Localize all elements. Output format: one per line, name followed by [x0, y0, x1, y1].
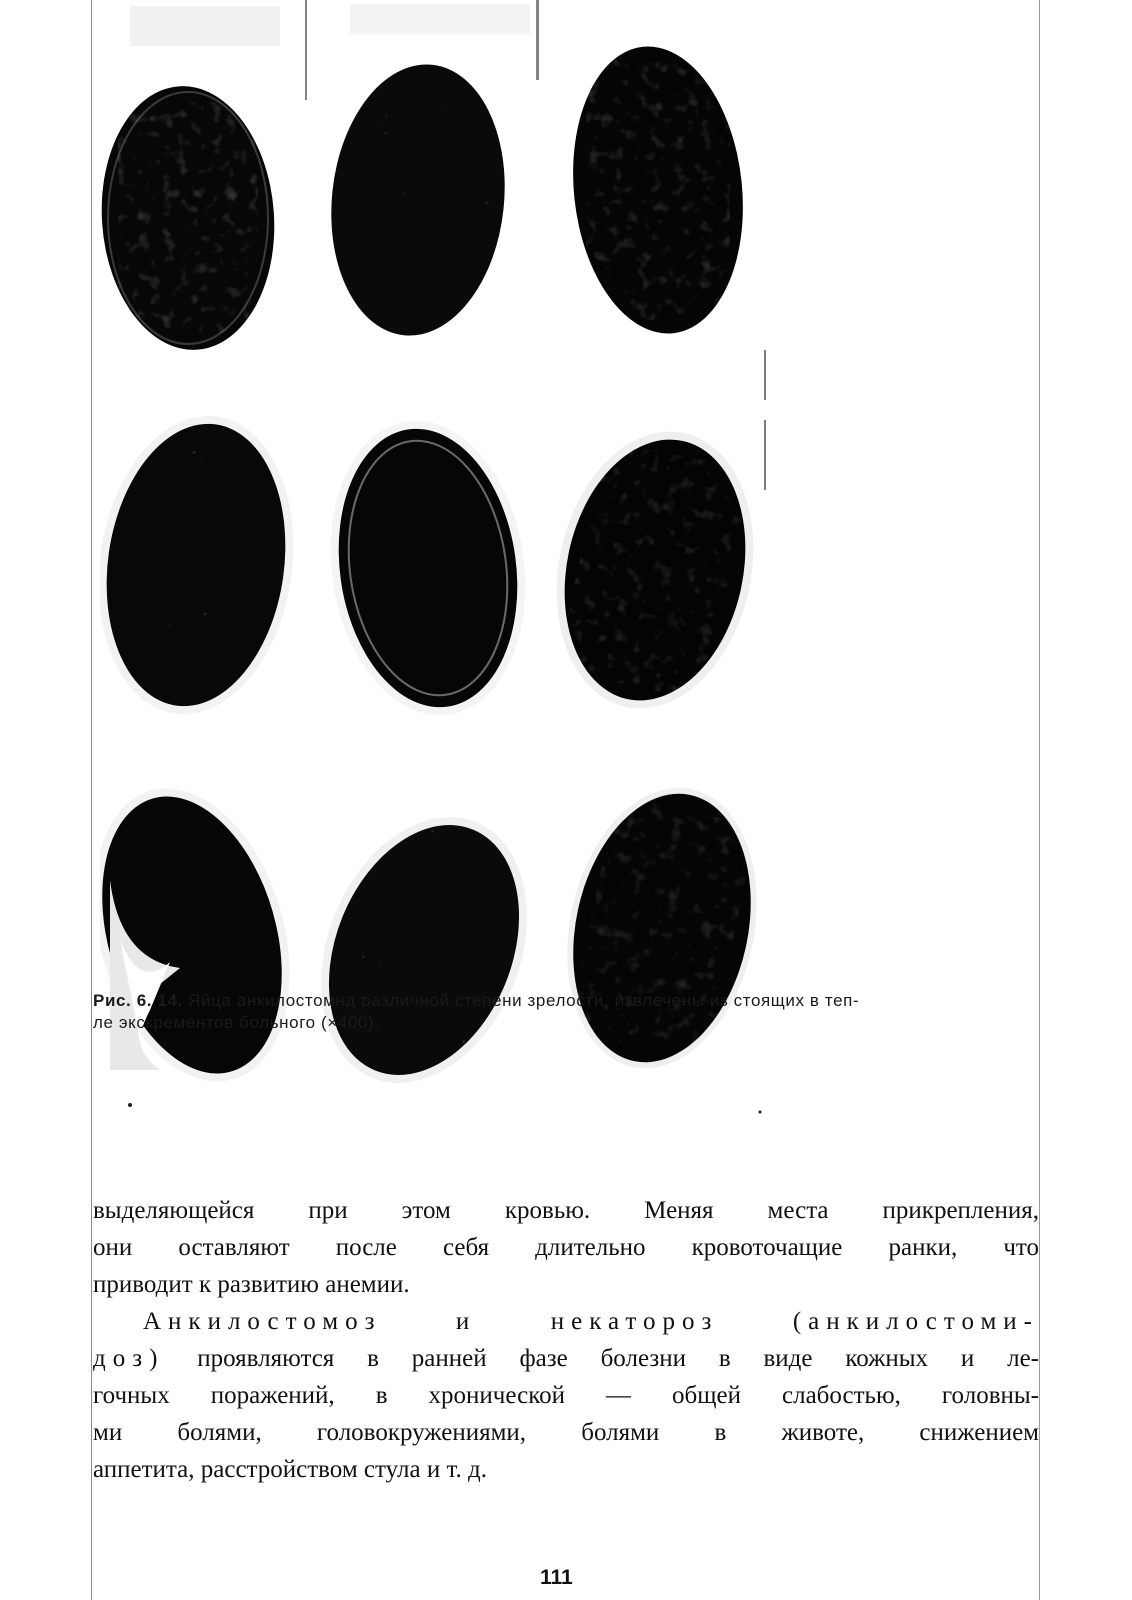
hookworm-eggs-photo-plate: [100, 0, 790, 1140]
caption-line-1: Яйца анкилостомнд различной степени зрелости, извлечены из стоящих в теп-: [188, 991, 860, 1010]
egg-r1c2: [318, 56, 517, 344]
body-text: [93, 1192, 1039, 1488]
page-edge-left: [91, 0, 92, 1600]
disease-term: Анкилостомоз и некатороз (анкилостоми-: [143, 1308, 1039, 1335]
egg-r3c2: [283, 786, 564, 1114]
figure-label: Рис. 6. 14.: [93, 991, 183, 1010]
caption-line-2: ле экскрементов больного (: [93, 1013, 328, 1032]
body-line-2: они оставляют после себя длительно кровоточащие ранки, что: [93, 1234, 1039, 1261]
body-line-3: приводит к развитию анемии.: [93, 1271, 410, 1298]
page-number: 111: [540, 1566, 573, 1589]
paragraph-2-line-2-rest: проявляются в ранней фазе болезни в виде кожных и ле-: [197, 1345, 1039, 1372]
egg-r3c1: [100, 765, 322, 1104]
egg-r3c3: [542, 770, 781, 1086]
paragraph-2-line-3: гочных поражений, в хронической — общей слабостью, головны-: [93, 1382, 1039, 1409]
page-edge-right: [1039, 0, 1040, 1600]
paragraph-2-line-4: ми болями, головокружениями, болями в животе, снижением: [93, 1419, 1039, 1446]
disease-term-cont: доз): [93, 1345, 165, 1372]
body-line-1: выделяющейся при этом кровью. Меняя места прикрепления,: [93, 1197, 1039, 1224]
caption-end: ).: [368, 1013, 380, 1032]
egg-r2c1: [100, 403, 312, 727]
egg-r2c2: [312, 408, 543, 728]
egg-r1c1: [100, 80, 283, 355]
figure-caption: [93, 990, 1039, 1034]
paragraph-2-line-5: аппетита, расстройством стула и т. д.: [93, 1456, 487, 1483]
egg-r1c3: [559, 38, 756, 342]
paragraph-2-line-1: [93, 1303, 1039, 1340]
caption-magnification: 400: [337, 1013, 368, 1032]
multiply-sign-icon: ×: [327, 1013, 338, 1032]
scan-noise-top: [130, 0, 539, 100]
egg-r2c3: [532, 413, 778, 727]
paragraph-2-line-2: [93, 1340, 1039, 1377]
